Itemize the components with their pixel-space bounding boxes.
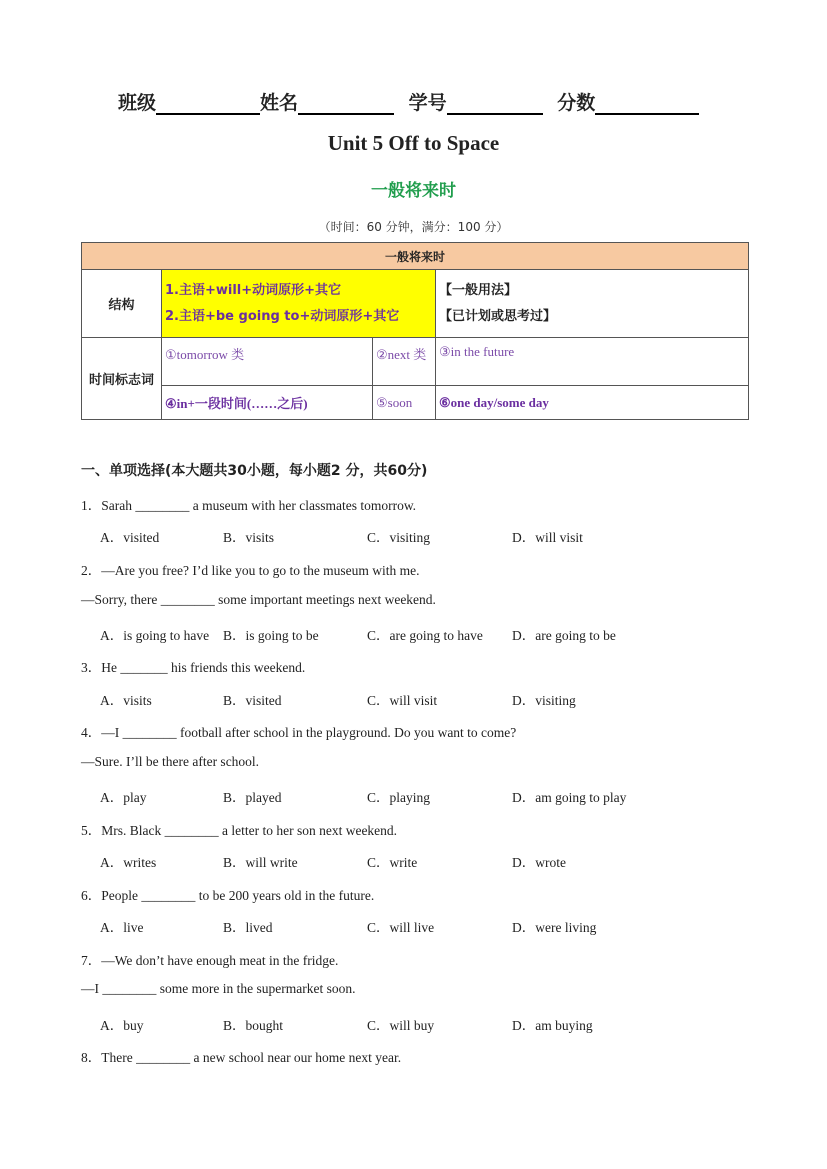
signal-soon: ⑤soon [373, 386, 436, 420]
signal-label: 时间标志词 [82, 338, 162, 420]
page-title: Unit 5 Off to Space [327, 131, 500, 155]
signal-next: ②next 类 [373, 338, 436, 386]
grammar-table [81, 242, 749, 420]
option-c[interactable]: C．will buy [367, 1018, 435, 1033]
option-b[interactable]: B．played [223, 790, 282, 805]
signal-row-2 [82, 386, 749, 420]
option-b[interactable]: B．visits [223, 530, 275, 545]
table-heading: 一般将来时 [82, 243, 749, 270]
signal-future: ③in the future [436, 338, 749, 386]
option-a[interactable]: A．play [100, 790, 147, 805]
option-a[interactable]: A．live [100, 920, 144, 935]
structure-row [82, 270, 749, 338]
signal-tomorrow: ①tomorrow 类 [162, 338, 373, 386]
option-a[interactable]: A．writes [100, 855, 157, 870]
class-blank[interactable] [156, 93, 260, 115]
signal-one-day: ⑥one day/some day [436, 386, 749, 420]
id-blank[interactable] [447, 93, 543, 115]
option-d[interactable]: D．am going to play [512, 790, 627, 805]
option-d[interactable]: D．visiting [512, 693, 576, 708]
question-8-stem: 8．There ________ a new school near our home next year. [81, 1050, 402, 1065]
question-6-stem: 6．People ________ to be 200 years old in the future. [81, 888, 375, 903]
option-d[interactable]: D．were living [512, 920, 597, 935]
question-2-stem-line-2: —Sorry, there ________ some important meetings next weekend. [81, 592, 436, 607]
option-d[interactable]: D．wrote [512, 855, 566, 870]
option-a[interactable]: A．visits [100, 693, 152, 708]
time-info: （时间：60 分钟，满分：100 分） [318, 220, 509, 234]
section-title: 一、单项选择(本大题共30小题，每小题2 分，共60分) [81, 463, 428, 479]
question-3-stem: 3．He _______ his friends this weekend. [81, 660, 306, 675]
question-7-stem-line-2: —I ________ some more in the supermarket soon. [81, 981, 356, 996]
usage-cell [436, 270, 749, 338]
option-a[interactable]: A．visited [100, 530, 160, 545]
option-d[interactable]: D．are going to be [512, 628, 616, 643]
structure-formula-1: 1.主语+will+动词原形+其它 [165, 282, 342, 298]
option-c[interactable]: C．will visit [367, 693, 438, 708]
question-4-stem: 4．—I ________ football after school in the playground. Do you want to come? [81, 725, 517, 740]
score-blank[interactable] [595, 93, 699, 115]
option-c[interactable]: C．playing [367, 790, 430, 805]
option-d[interactable]: D．am buying [512, 1018, 593, 1033]
option-a[interactable]: A．buy [100, 1018, 144, 1033]
signal-row-1 [82, 338, 749, 386]
structure-label: 结构 [82, 270, 162, 338]
usage-planned: 【已计划或思考过】 [439, 308, 557, 324]
id-label: 学号 [408, 92, 447, 114]
class-label: 班级 [118, 92, 157, 114]
page-subtitle: 一般将来时 [371, 181, 456, 201]
structure-formulas [162, 270, 436, 338]
question-7-stem: 7．—We don’t have enough meat in the fridge. [81, 953, 339, 968]
student-info-line [118, 88, 699, 115]
table-heading-row [82, 243, 749, 270]
option-c[interactable]: C．are going to have [367, 628, 483, 643]
option-d[interactable]: D．will visit [512, 530, 583, 545]
question-5-stem: 5．Mrs. Black ________ a letter to her son next weekend. [81, 823, 398, 838]
structure-formula-2: 2.主语+be going to+动词原形+其它 [165, 308, 400, 324]
usage-general: 【一般用法】 [439, 282, 518, 298]
name-blank[interactable] [298, 93, 394, 115]
score-label: 分数 [557, 92, 596, 114]
option-b[interactable]: B．will write [223, 855, 298, 870]
option-c[interactable]: C．write [367, 855, 418, 870]
option-c[interactable]: C．visiting [367, 530, 431, 545]
option-b[interactable]: B．lived [223, 920, 273, 935]
option-c[interactable]: C．will live [367, 920, 435, 935]
question-1-stem: 1．Sarah ________ a museum with her classmates tomorrow. [81, 498, 417, 513]
name-label: 姓名 [260, 92, 299, 114]
option-a[interactable]: A．is going to have [100, 628, 210, 643]
option-b[interactable]: B．is going to be [223, 628, 319, 643]
option-b[interactable]: B．bought [223, 1018, 284, 1033]
signal-in-period: ④in+一段时间(……之后) [162, 386, 373, 420]
question-2-stem: 2．—Are you free? I’d like you to go to the museum with me. [81, 563, 420, 578]
option-b[interactable]: B．visited [223, 693, 282, 708]
question-4-stem-line-2: —Sure. I’ll be there after school. [81, 754, 260, 769]
